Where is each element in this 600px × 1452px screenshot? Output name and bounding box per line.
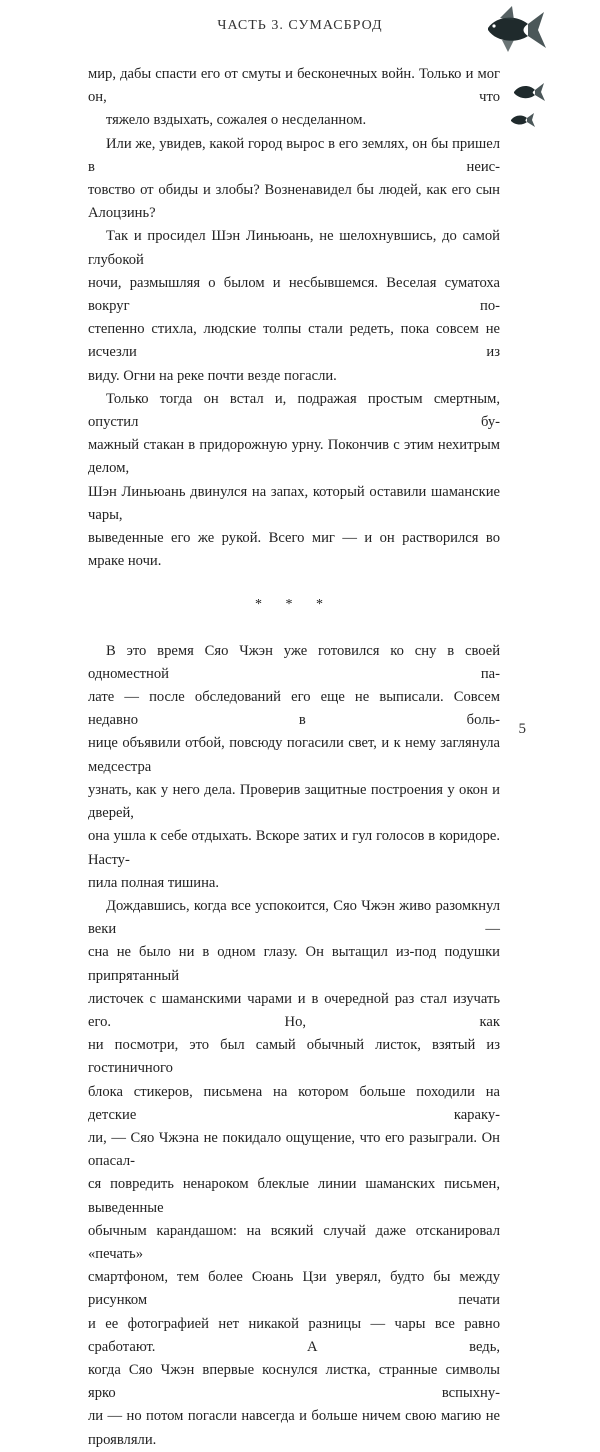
fish-illustration-medium	[510, 80, 546, 104]
text-line: ночи, размышляя о былом и несбывшемся. Веселая суматоха вокруг по-	[88, 274, 500, 315]
text-line: и ее фотографией нет никакой разницы — чары все равно сработают. А ведь,	[88, 1315, 500, 1355]
text-line: когда Сяо Чжэн впервые коснулся листка, странные символы ярко вспыхну-	[88, 1361, 500, 1402]
section-separator: * * *	[255, 597, 333, 613]
text-line: выведенные его же рукой. Всего миг — и он растворился во мраке ночи.	[88, 530, 500, 570]
text-line: она ушла к себе отдыхать. Вскоре затих и гул голосов в коридоре. Насту-	[88, 828, 500, 868]
fish-illustration-small	[508, 110, 536, 130]
text-line: Или же, увидев, какой город вырос в его землях, он бы пришел в неис-	[88, 135, 500, 175]
text-line: лате — после обследований его еще не выписали. Совсем недавно в боль-	[88, 689, 500, 729]
text-line: блока стикеров, письмена на котором больше походили на детские караку-	[88, 1083, 500, 1123]
text-line: листочек с шаманскими чарами и в очередной раз стал изучать его. Но, как	[88, 990, 500, 1030]
fish-illustration-large	[478, 6, 548, 52]
text-line: смартфоном, тем более Сюань Цзи уверял, будто бы между рисунком печати	[88, 1269, 500, 1309]
text-line: В это время Сяо Чжэн уже готовился ко сну в своей одноместной па-	[88, 642, 500, 682]
text-line: обычным карандашом: на всякий случай даже отсканировал «печать»	[88, 1222, 500, 1262]
text-line: ли, — Сяо Чжэна не покидало ощущение, что его разыграли. Он опасал-	[88, 1129, 500, 1170]
paragraph	[88, 225, 500, 387]
running-header: ЧАСТЬ 3. СУМАСБРОД	[217, 18, 383, 33]
text-line: мир, дабы спасти его от смуты и бесконечных войн. Только и мог он, что	[88, 66, 500, 106]
text-line: мажный стакан в придорожную урну. Покончив с этим нехитрым делом,	[88, 437, 500, 477]
text-line: Шэн Линьюань двинулся на запах, который оставили шаманские чары,	[88, 483, 500, 523]
text-line: сна не было ни в одном глазу. Он вытащил из-под подушки припрятанный	[88, 944, 500, 984]
body-text	[88, 63, 500, 1452]
page-number: 5	[518, 721, 526, 737]
text-line: Так и просидел Шэн Линьюань, не шелохнувшись, до самой глубокой	[88, 228, 500, 268]
paragraph	[88, 895, 500, 1452]
paragraph	[88, 640, 500, 895]
paragraph	[88, 133, 500, 226]
text-line: степенно стихла, людские толпы стали редеть, пока совсем не исчезли из	[88, 321, 500, 361]
text-line: Только тогда он встал и, подражая простым смертным, опустил бу-	[88, 390, 500, 431]
text-line: узнать, как у него дела. Проверив защитные построения у окон и дверей,	[88, 781, 500, 822]
text-line: ли — но потом погасли навсегда и больше ничем свою магию не проявляли.	[88, 1408, 500, 1448]
text-line: виду. Огни на реке почти везде погасли.	[88, 367, 337, 384]
paragraph	[88, 63, 500, 133]
text-line: ся повредить ненароком блеклые линии шаманских письмен, выведенные	[88, 1176, 500, 1216]
text-line: нице объявили отбой, повсюду погасили свет, и к нему заглянула медсестра	[88, 735, 500, 775]
text-line: Дождавшись, когда все успокоится, Сяо Чжэн живо разомкнул веки —	[88, 897, 500, 938]
text-line: товство от обиды и злобы? Возненавидел бы людей, как его сын Алоцзинь?	[88, 182, 500, 222]
text-line: тяжело вздыхать, сожалея о несделанном.	[106, 112, 367, 129]
text-line: ни посмотри, это был самый обычный листок, взятый из гостиничного	[88, 1037, 500, 1077]
text-line: пила полная тишина.	[88, 874, 220, 891]
paragraph	[88, 388, 500, 574]
